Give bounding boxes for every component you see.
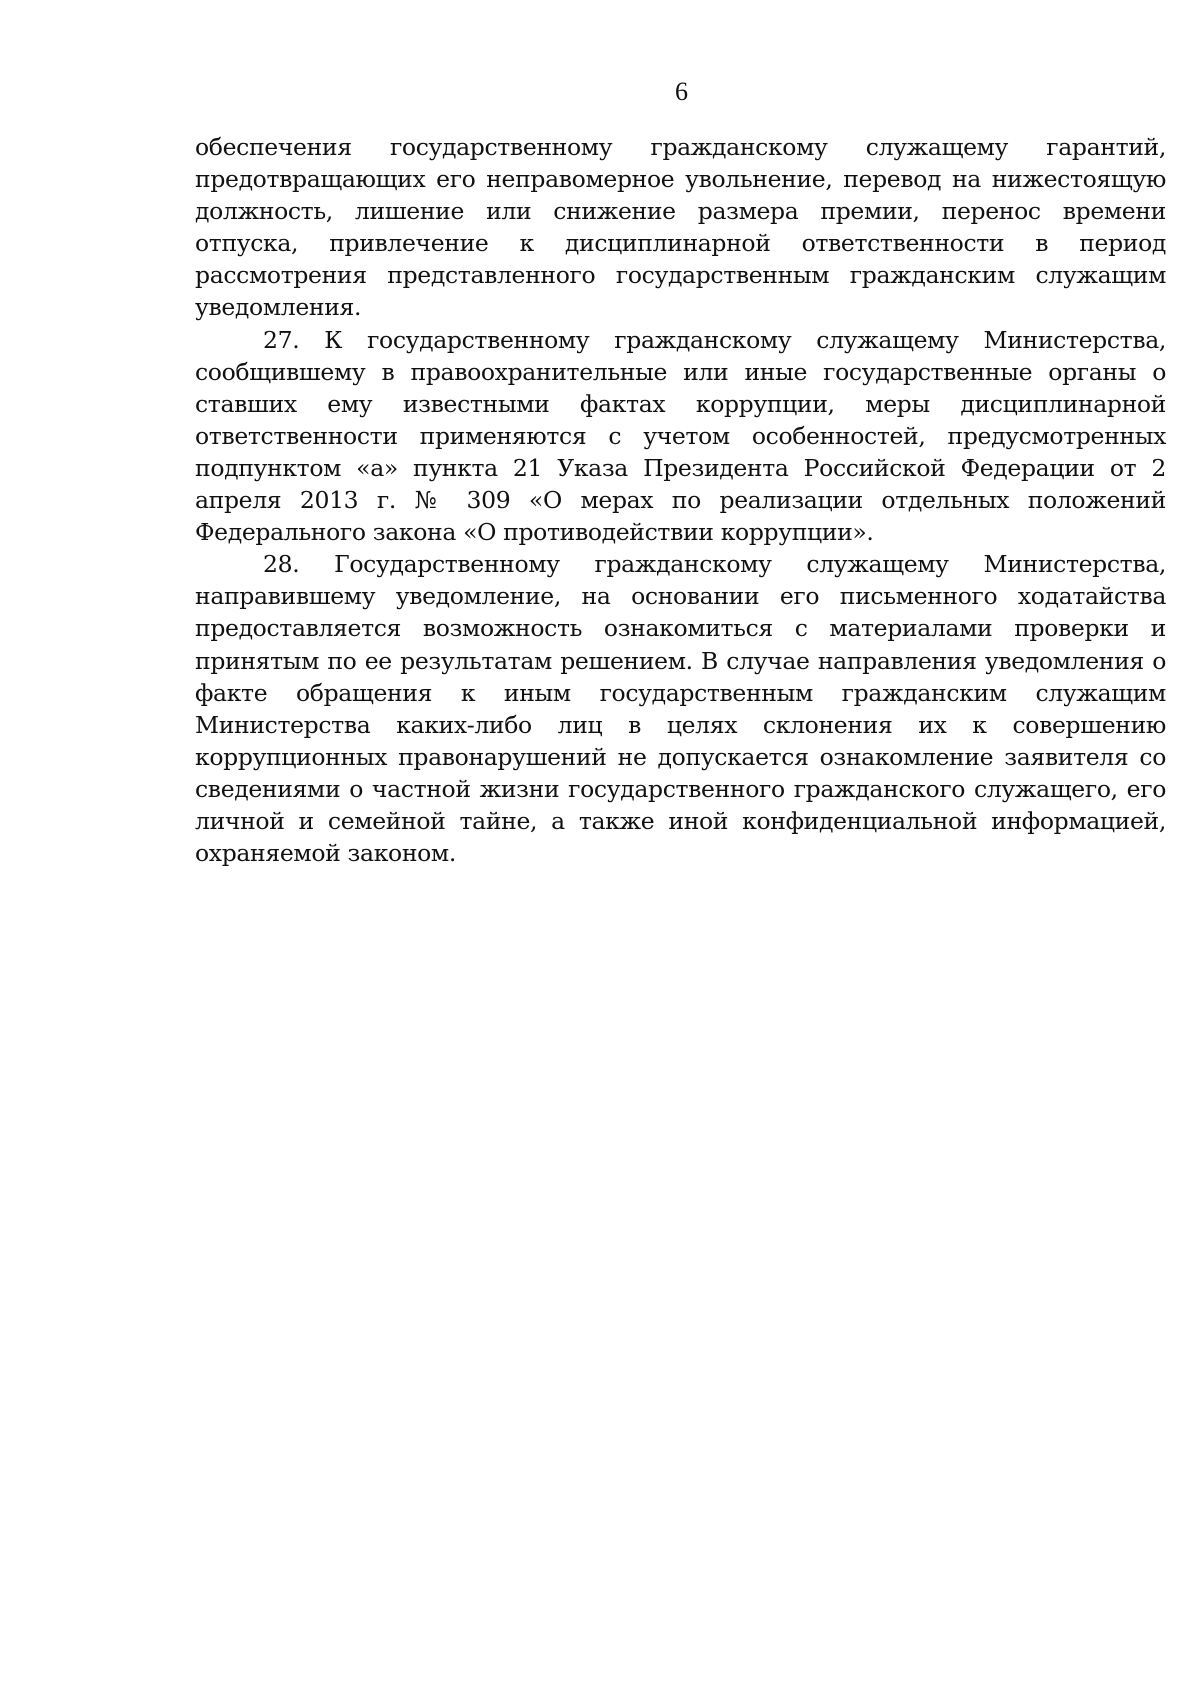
paragraph-continuation: обеспечения государственному гражданскому служащему гарантий, предотвращающих его неправомерное увольнение, перевод на нижестоящую должность, лишение или снижение размера премии, перенос времени отпуска, привлечение к дисциплинарной ответственности в период рассмотрения представленного государственным гражданским служащим уведомления.: [195, 133, 1166, 322]
document-body: [195, 131, 1166, 869]
paragraph-27: 27. К государственному гражданскому служащему Министерства, сообщившему в правоохранительные или иные государственные органы о ставших ему известными фактах коррупции, меры дисциплинарной ответственности применяются с учетом особенностей, предусмотренных подпунктом «а» пункта 21 Указа Президента Российской Федерации от 2 апреля 2013 г. № 309 «О мерах по реализации отдельных положений Федерального закона «О противодействии коррупции».: [195, 325, 1166, 547]
page-number: 6: [675, 77, 688, 106]
paragraph-28: 28. Государственному гражданскому служащему Министерства, направившему уведомление, на основании его письменного ходатайства предоставляется возможность ознакомиться с материалами проверки и принятым по ее результатам решением. В случае направления уведомления о факте обращения к иным государственным гражданским служащим Министерства каких-либо лиц в целях склонения их к совершению коррупционных правонарушений не допускается ознакомление заявителя со сведениями о частной жизни государственного гражданского служащего, его личной и семейной тайне, а также иной конфиденциальной информацией, охраняемой законом.: [195, 550, 1166, 868]
